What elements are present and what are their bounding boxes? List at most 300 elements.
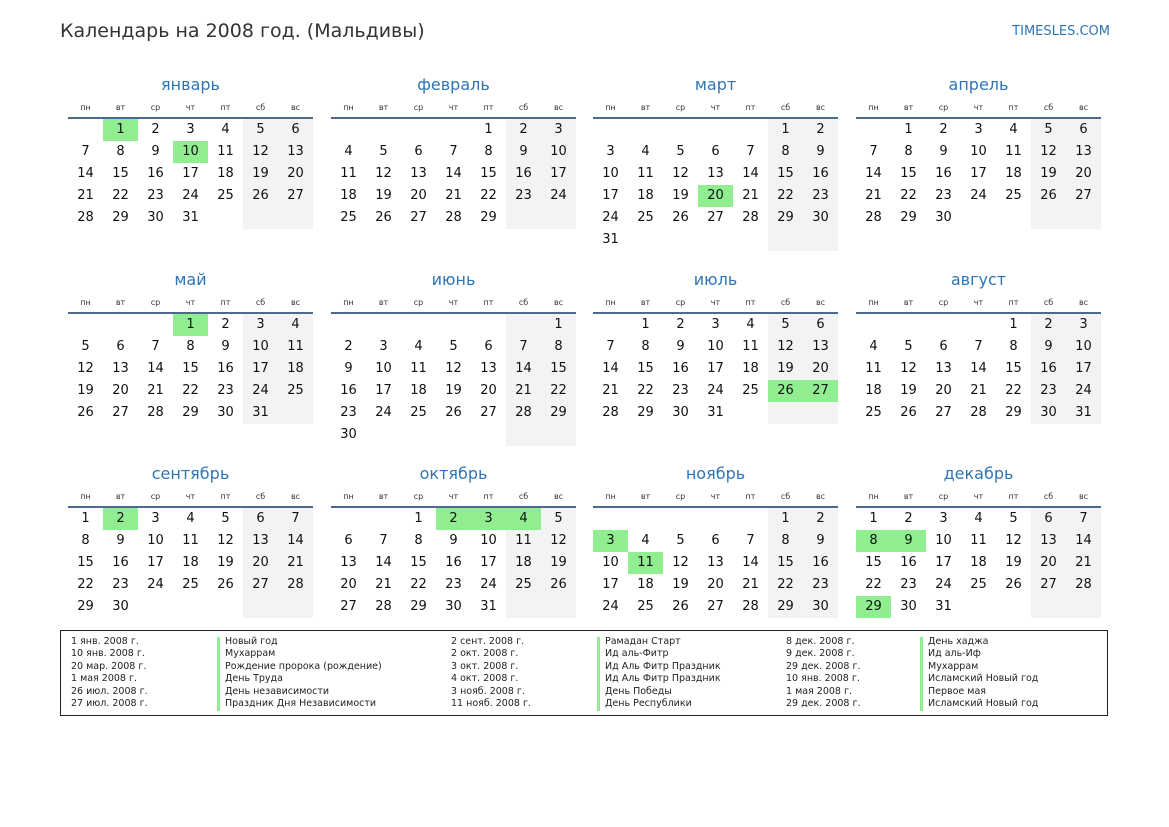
weekday-label: вт xyxy=(903,102,914,112)
day-cell: 24 xyxy=(480,577,497,592)
day-cell: 26 xyxy=(672,210,689,225)
day-cell: 22 xyxy=(900,188,917,203)
day-cell: 8 xyxy=(186,339,195,354)
day-cell: 26 xyxy=(217,577,234,592)
day-cell: 2 xyxy=(803,508,838,530)
empty-cell xyxy=(138,596,173,618)
day-cell: 13 xyxy=(112,361,129,376)
day-cell: 23 xyxy=(217,383,234,398)
day-cell: 22 xyxy=(112,188,129,203)
day-cell: 3 xyxy=(606,144,615,159)
weekday-label: ср xyxy=(938,491,949,501)
day-cell: 10 xyxy=(243,336,278,358)
weekday-label: пн xyxy=(868,491,879,501)
day-grid xyxy=(593,119,838,251)
legend-date: 8 дек. 2008 г. xyxy=(786,636,855,647)
day-cell: 26 xyxy=(1005,577,1022,592)
weekday-label: вт xyxy=(115,491,126,501)
day-cell: 30 xyxy=(217,405,234,420)
day-cell: 2 xyxy=(103,508,138,530)
day-cell: 26 xyxy=(445,405,462,420)
day-cell: 2 xyxy=(939,122,948,137)
weekday-label: сб xyxy=(780,297,791,307)
day-cell: 29 xyxy=(1005,405,1022,420)
weekday-label: вт xyxy=(115,102,126,112)
day-cell: 26 xyxy=(77,405,94,420)
weekday-label: чт xyxy=(448,491,459,501)
weekday-label: сб xyxy=(518,297,529,307)
day-cell: 3 xyxy=(151,511,160,526)
day-grid xyxy=(593,314,838,424)
day-cell: 13 xyxy=(410,166,427,181)
weekday-label: ср xyxy=(938,102,949,112)
weekday-label: сб xyxy=(780,491,791,501)
day-cell: 19 xyxy=(672,188,689,203)
day-cell: 21 xyxy=(375,577,392,592)
weekday-label: чт xyxy=(710,297,721,307)
day-cell: 17 xyxy=(182,166,199,181)
day-cell: 2 xyxy=(436,508,471,530)
day-cell: 3 xyxy=(593,530,628,552)
day-cell: 9 xyxy=(116,533,125,548)
weekday-header xyxy=(593,292,838,314)
day-grid xyxy=(68,314,313,424)
day-cell: 3 xyxy=(1066,314,1101,336)
weekday-label: вс xyxy=(1078,102,1089,112)
day-cell: 21 xyxy=(445,188,462,203)
weekday-label: пн xyxy=(343,297,354,307)
month-block xyxy=(68,75,313,229)
weekday-header xyxy=(331,292,576,314)
day-cell: 20 xyxy=(278,163,313,185)
day-cell: 12 xyxy=(445,361,462,376)
weekday-label: сб xyxy=(1043,102,1054,112)
day-cell: 24 xyxy=(935,577,952,592)
day-cell: 28 xyxy=(602,405,619,420)
day-cell: 11 xyxy=(217,144,234,159)
day-cell: 5 xyxy=(81,339,90,354)
day-cell: 21 xyxy=(742,577,759,592)
day-cell: 22 xyxy=(768,185,803,207)
day-cell: 4 xyxy=(746,317,755,332)
legend-holiday-marker xyxy=(597,637,600,711)
day-cell: 10 xyxy=(602,555,619,570)
day-cell: 6 xyxy=(1031,508,1066,530)
day-cell: 10 xyxy=(375,361,392,376)
day-cell: 16 xyxy=(147,166,164,181)
day-grid xyxy=(331,314,576,446)
page-title: Календарь на 2008 год. (Мальдивы) xyxy=(60,20,425,42)
day-cell: 23 xyxy=(340,405,357,420)
holiday-legend xyxy=(60,630,1108,716)
day-cell: 17 xyxy=(935,555,952,570)
empty-cell xyxy=(366,314,401,336)
month-name: июнь xyxy=(431,270,476,289)
empty-cell xyxy=(961,314,996,336)
day-cell: 8 xyxy=(768,141,803,163)
day-cell: 23 xyxy=(803,185,838,207)
day-cell: 20 xyxy=(698,185,733,207)
day-cell: 22 xyxy=(182,383,199,398)
empty-cell xyxy=(243,207,278,229)
weekday-label: пт xyxy=(483,297,494,307)
day-cell: 5 xyxy=(379,144,388,159)
day-cell: 12 xyxy=(77,361,94,376)
day-cell: 7 xyxy=(869,144,878,159)
day-cell: 8 xyxy=(81,533,90,548)
empty-cell xyxy=(593,314,628,336)
day-cell: 5 xyxy=(768,314,803,336)
day-cell: 2 xyxy=(803,119,838,141)
weekday-label: пн xyxy=(80,102,91,112)
day-cell: 21 xyxy=(147,383,164,398)
day-cell: 10 xyxy=(1066,336,1101,358)
day-cell: 5 xyxy=(1009,511,1018,526)
day-cell: 9 xyxy=(803,530,838,552)
weekday-label: пт xyxy=(1008,297,1019,307)
day-cell: 9 xyxy=(676,339,685,354)
day-grid xyxy=(593,508,838,618)
empty-cell xyxy=(506,596,541,618)
day-cell: 2 xyxy=(676,317,685,332)
day-cell: 8 xyxy=(856,530,891,552)
weekday-label: сб xyxy=(518,491,529,501)
day-cell: 28 xyxy=(506,402,541,424)
month-block xyxy=(331,270,576,446)
day-cell: 27 xyxy=(112,405,129,420)
weekday-label: пн xyxy=(343,102,354,112)
weekday-label: пт xyxy=(483,491,494,501)
day-cell: 24 xyxy=(970,188,987,203)
empty-cell xyxy=(663,508,698,530)
weekday-label: ср xyxy=(675,297,686,307)
day-cell: 30 xyxy=(147,210,164,225)
empty-cell xyxy=(856,314,891,336)
day-cell: 20 xyxy=(1066,163,1101,185)
weekday-label: вс xyxy=(815,102,826,112)
day-cell: 14 xyxy=(278,530,313,552)
empty-cell xyxy=(961,207,996,229)
day-cell: 15 xyxy=(865,555,882,570)
day-cell: 28 xyxy=(1066,574,1101,596)
day-cell: 1 xyxy=(81,511,90,526)
empty-cell xyxy=(698,119,733,141)
weekday-label: вт xyxy=(640,491,651,501)
day-cell: 25 xyxy=(182,577,199,592)
day-cell: 10 xyxy=(147,533,164,548)
empty-cell xyxy=(278,207,313,229)
weekday-label: пт xyxy=(220,297,231,307)
day-cell: 31 xyxy=(182,210,199,225)
empty-cell xyxy=(698,229,733,251)
day-cell: 27 xyxy=(803,380,838,402)
day-cell: 31 xyxy=(707,405,724,420)
day-cell: 27 xyxy=(340,599,357,614)
empty-cell xyxy=(366,508,401,530)
weekday-label: пн xyxy=(605,491,616,501)
weekday-label: пт xyxy=(745,102,756,112)
day-cell: 8 xyxy=(1009,339,1018,354)
day-cell: 16 xyxy=(935,166,952,181)
day-cell: 26 xyxy=(900,405,917,420)
day-cell: 26 xyxy=(1031,185,1066,207)
day-cell: 25 xyxy=(506,574,541,596)
day-cell: 27 xyxy=(278,185,313,207)
day-cell: 8 xyxy=(641,339,650,354)
day-cell: 25 xyxy=(278,380,313,402)
day-cell: 1 xyxy=(173,314,208,336)
day-cell: 22 xyxy=(768,574,803,596)
legend-holiday-marker xyxy=(217,637,220,711)
day-cell: 10 xyxy=(935,533,952,548)
legend-date: 2 сент. 2008 г. xyxy=(451,636,525,647)
weekday-label: сб xyxy=(518,102,529,112)
day-cell: 17 xyxy=(707,361,724,376)
day-cell: 31 xyxy=(935,599,952,614)
month-name: январь xyxy=(161,75,220,94)
weekday-label: пн xyxy=(868,102,879,112)
weekday-label: вс xyxy=(1078,491,1089,501)
day-cell: 17 xyxy=(243,358,278,380)
day-cell: 6 xyxy=(116,339,125,354)
weekday-label: вс xyxy=(1078,297,1089,307)
weekday-label: сб xyxy=(255,491,266,501)
month-block xyxy=(593,270,838,424)
empty-cell xyxy=(768,402,803,424)
weekday-label: вт xyxy=(640,102,651,112)
day-cell: 8 xyxy=(484,144,493,159)
day-cell: 17 xyxy=(970,166,987,181)
weekday-label: чт xyxy=(973,491,984,501)
weekday-label: чт xyxy=(185,102,196,112)
day-cell: 27 xyxy=(1031,574,1066,596)
day-cell: 18 xyxy=(970,555,987,570)
day-cell: 25 xyxy=(970,577,987,592)
empty-cell xyxy=(733,119,768,141)
day-cell: 3 xyxy=(186,122,195,137)
day-cell: 26 xyxy=(541,574,576,596)
day-cell: 5 xyxy=(676,144,685,159)
day-cell: 21 xyxy=(506,380,541,402)
day-cell: 7 xyxy=(746,144,755,159)
day-cell: 9 xyxy=(221,339,230,354)
weekday-label: вс xyxy=(553,102,564,112)
day-cell: 19 xyxy=(1031,163,1066,185)
site-link[interactable]: TIMESLES.COM xyxy=(1012,24,1110,39)
empty-cell xyxy=(803,402,838,424)
legend-date: 27 июл. 2008 г. xyxy=(71,698,148,710)
day-cell: 26 xyxy=(672,599,689,614)
day-cell: 29 xyxy=(410,599,427,614)
day-cell: 1 xyxy=(1009,317,1018,332)
day-cell: 11 xyxy=(1005,144,1022,159)
day-cell: 28 xyxy=(375,599,392,614)
day-cell: 13 xyxy=(935,361,952,376)
day-cell: 17 xyxy=(602,188,619,203)
legend-holiday: День независимости xyxy=(225,685,330,697)
day-cell: 15 xyxy=(768,163,803,185)
weekday-label: вс xyxy=(290,102,301,112)
empty-cell xyxy=(366,424,401,446)
day-cell: 15 xyxy=(768,552,803,574)
empty-cell xyxy=(541,596,576,618)
day-cell: 1 xyxy=(768,119,803,141)
day-grid xyxy=(331,119,576,229)
day-cell: 25 xyxy=(637,210,654,225)
day-cell: 6 xyxy=(344,533,353,548)
day-grid xyxy=(68,119,313,229)
day-cell: 14 xyxy=(375,555,392,570)
weekday-label: ср xyxy=(150,102,161,112)
day-cell: 24 xyxy=(243,380,278,402)
day-cell: 8 xyxy=(768,530,803,552)
day-cell: 18 xyxy=(1005,166,1022,181)
day-cell: 6 xyxy=(711,533,720,548)
day-cell: 1 xyxy=(414,511,423,526)
day-cell: 11 xyxy=(628,552,663,574)
day-cell: 4 xyxy=(221,122,230,137)
legend-date: 1 мая 2008 г. xyxy=(71,673,137,685)
empty-cell xyxy=(698,508,733,530)
day-cell: 12 xyxy=(672,555,689,570)
day-cell: 8 xyxy=(414,533,423,548)
day-cell: 9 xyxy=(344,361,353,376)
day-cell: 12 xyxy=(768,336,803,358)
legend-date: 10 янв. 2008 г. xyxy=(71,648,145,660)
day-cell: 4 xyxy=(869,339,878,354)
day-cell: 23 xyxy=(1031,380,1066,402)
day-cell: 28 xyxy=(147,405,164,420)
day-cell: 12 xyxy=(375,166,392,181)
day-cell: 9 xyxy=(891,530,926,552)
day-cell: 31 xyxy=(243,402,278,424)
legend-col3-dates xyxy=(786,636,861,710)
day-cell: 11 xyxy=(182,533,199,548)
day-cell: 20 xyxy=(803,358,838,380)
day-cell: 19 xyxy=(243,163,278,185)
weekday-label: ср xyxy=(150,297,161,307)
day-cell: 18 xyxy=(637,577,654,592)
day-cell: 15 xyxy=(410,555,427,570)
day-cell: 13 xyxy=(803,336,838,358)
day-cell: 17 xyxy=(602,577,619,592)
day-cell: 22 xyxy=(480,188,497,203)
day-cell: 23 xyxy=(112,577,129,592)
day-cell: 4 xyxy=(1009,122,1018,137)
day-cell: 12 xyxy=(541,530,576,552)
day-cell: 11 xyxy=(970,533,987,548)
weekday-label: пн xyxy=(80,297,91,307)
empty-cell xyxy=(506,314,541,336)
weekday-label: сб xyxy=(780,102,791,112)
day-cell: 3 xyxy=(471,508,506,530)
day-cell: 22 xyxy=(77,577,94,592)
weekday-label: вс xyxy=(290,491,301,501)
day-cell: 21 xyxy=(970,383,987,398)
weekday-label: пн xyxy=(605,102,616,112)
day-cell: 23 xyxy=(147,188,164,203)
weekday-header xyxy=(856,292,1101,314)
day-cell: 1 xyxy=(768,508,803,530)
day-cell: 15 xyxy=(1005,361,1022,376)
day-cell: 25 xyxy=(217,188,234,203)
legend-col1-dates xyxy=(71,636,148,710)
day-cell: 29 xyxy=(900,210,917,225)
day-cell: 26 xyxy=(243,185,278,207)
day-cell: 27 xyxy=(707,599,724,614)
legend-date: 29 дек. 2008 г. xyxy=(786,698,861,710)
day-cell: 2 xyxy=(506,119,541,141)
day-cell: 20 xyxy=(1031,552,1066,574)
month-name: май xyxy=(174,270,207,289)
day-cell: 17 xyxy=(147,555,164,570)
day-cell: 16 xyxy=(803,552,838,574)
day-cell: 30 xyxy=(900,599,917,614)
weekday-label: ср xyxy=(938,297,949,307)
day-cell: 15 xyxy=(77,555,94,570)
day-cell: 4 xyxy=(278,314,313,336)
day-cell: 25 xyxy=(865,405,882,420)
day-cell: 28 xyxy=(865,210,882,225)
day-cell: 4 xyxy=(974,511,983,526)
legend-date: 4 окт. 2008 г. xyxy=(451,673,519,685)
day-cell: 12 xyxy=(1031,141,1066,163)
day-cell: 17 xyxy=(480,555,497,570)
empty-cell xyxy=(208,207,243,229)
day-cell: 28 xyxy=(742,210,759,225)
day-cell: 24 xyxy=(541,185,576,207)
day-cell: 12 xyxy=(217,533,234,548)
day-cell: 19 xyxy=(375,188,392,203)
day-cell: 24 xyxy=(1066,380,1101,402)
day-cell: 14 xyxy=(742,555,759,570)
day-cell: 3 xyxy=(974,122,983,137)
day-cell: 25 xyxy=(637,599,654,614)
day-cell: 3 xyxy=(243,314,278,336)
day-cell: 18 xyxy=(340,188,357,203)
day-cell: 3 xyxy=(541,119,576,141)
legend-date: 9 дек. 2008 г. xyxy=(786,648,855,660)
day-cell: 17 xyxy=(541,163,576,185)
legend-date: 10 янв. 2008 г. xyxy=(786,673,860,685)
empty-cell xyxy=(506,207,541,229)
empty-cell xyxy=(628,508,663,530)
day-cell: 29 xyxy=(480,210,497,225)
empty-cell xyxy=(401,314,436,336)
empty-cell xyxy=(541,207,576,229)
empty-cell xyxy=(401,424,436,446)
day-cell: 4 xyxy=(641,144,650,159)
day-cell: 20 xyxy=(935,383,952,398)
day-cell: 5 xyxy=(676,533,685,548)
weekday-label: ср xyxy=(675,491,686,501)
day-cell: 24 xyxy=(707,383,724,398)
day-cell: 30 xyxy=(935,210,952,225)
day-cell: 7 xyxy=(606,339,615,354)
day-grid xyxy=(856,314,1101,424)
day-cell: 19 xyxy=(217,555,234,570)
day-cell: 18 xyxy=(742,361,759,376)
day-cell: 14 xyxy=(865,166,882,181)
legend-holiday: День Республики xyxy=(605,698,692,710)
weekday-label: пт xyxy=(745,491,756,501)
day-cell: 15 xyxy=(541,358,576,380)
day-cell: 27 xyxy=(480,405,497,420)
month-block xyxy=(68,464,313,618)
day-cell: 15 xyxy=(480,166,497,181)
legend-holiday: День Труда xyxy=(225,673,283,685)
day-cell: 25 xyxy=(1005,188,1022,203)
